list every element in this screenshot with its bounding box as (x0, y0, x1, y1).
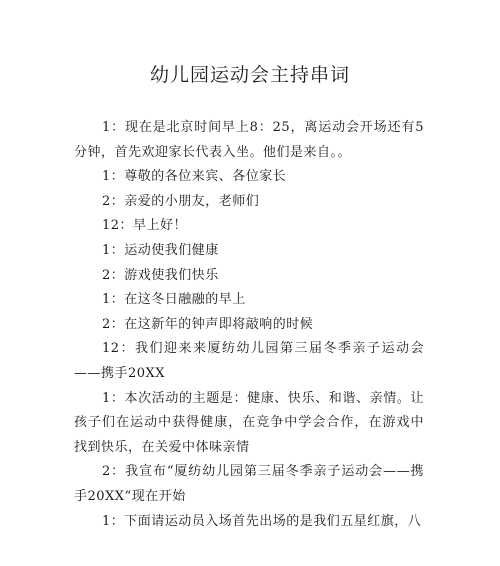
paragraph: 2：游戏使我们快乐 (102, 267, 219, 283)
page-bottom-fade (0, 545, 500, 566)
paragraph: 1：本次活动的主题是：健康、快乐、和谐、亲情。让孩子们在运动中获得健康，在竞争中学会合作，在游戏中找到快乐，在关爱中体味亲情 (74, 390, 424, 455)
paragraph: 2：亲爱的小朋友，老师们 (102, 193, 260, 209)
paragraph: 1：在这冬日融融的早上 (102, 292, 246, 308)
paragraph: 1：现在是北京时间早上8：25，离运动会开场还有5分钟，首先欢迎家长代表入坐。他们是来自。。 (74, 120, 424, 160)
paragraph: 2：我宣布“厦纺幼儿园第三届冬季亲子运动会——携手20XX“现在开始 (74, 464, 424, 504)
paragraph: 12：早上好！ (102, 218, 188, 234)
paragraph: 2：在这新年的钟声即将敲响的时候 (102, 316, 314, 332)
paragraph: 12：我们迎来来厦纺幼儿园第三届冬季亲子运动会——携手20XX (74, 341, 424, 381)
document-body (74, 116, 424, 534)
paragraph: 1：运动使我们健康 (102, 242, 219, 258)
document-title: 幼儿园运动会主持串词 (149, 64, 350, 86)
paragraph: 1：下面请运动员入场首先出场的是我们五星红旗，八 (102, 513, 422, 529)
paragraph: 1：尊敬的各位来宾、各位家长 (102, 169, 287, 185)
